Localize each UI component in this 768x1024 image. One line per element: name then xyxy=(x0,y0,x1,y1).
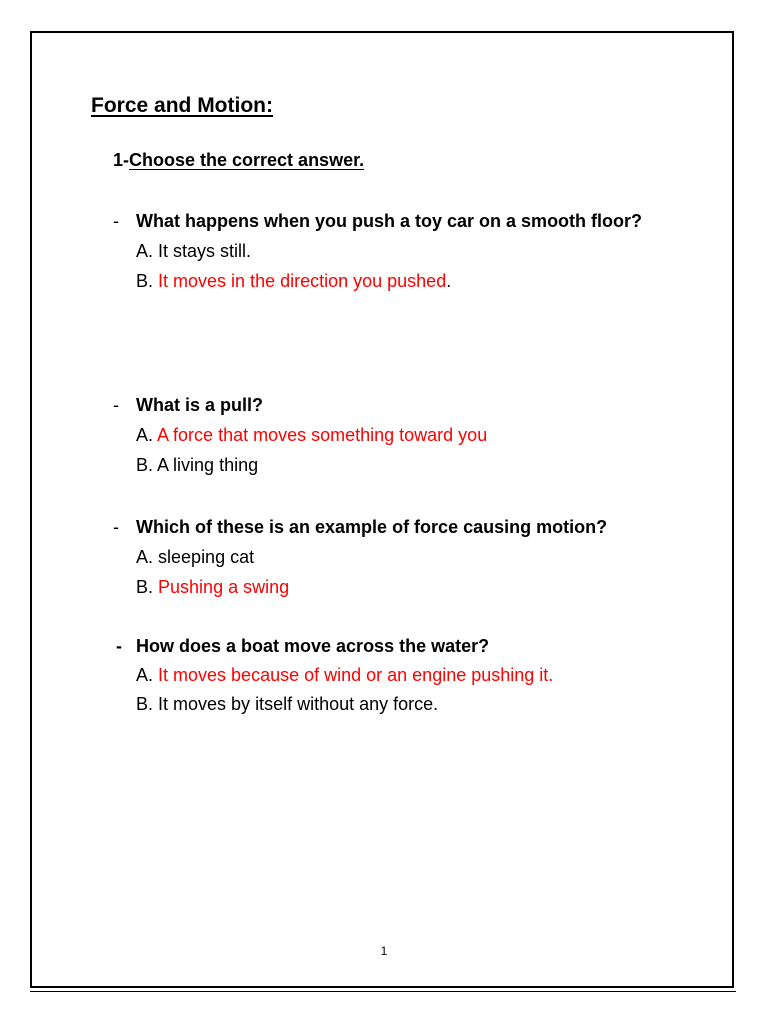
option-b xyxy=(113,572,673,602)
section-number: 1- xyxy=(113,150,130,170)
section-instruction xyxy=(113,150,364,171)
question-2 xyxy=(113,390,673,480)
document-title: Force and Motion: xyxy=(91,94,273,117)
option-a xyxy=(113,236,673,266)
page-border xyxy=(30,31,734,988)
option-a xyxy=(116,661,676,690)
question-1 xyxy=(113,206,673,296)
option-text: It stays still. xyxy=(158,241,252,261)
question-text: What happens when you push a toy car on a smooth floor? xyxy=(136,211,643,231)
option-text: A living thing xyxy=(157,455,259,475)
bullet-dash: - xyxy=(113,211,119,231)
option-letter: A. xyxy=(136,425,154,445)
option-b xyxy=(113,266,673,296)
bullet-dash: - xyxy=(113,517,119,537)
option-letter: B. xyxy=(136,271,154,291)
option-a xyxy=(113,542,673,572)
option-a xyxy=(113,420,673,450)
question-3 xyxy=(113,512,673,602)
option-letter: B. xyxy=(136,694,154,714)
option-letter: B. xyxy=(136,455,154,475)
question-text: Which of these is an example of force causing motion? xyxy=(136,517,608,537)
correct-answer-text: A force that moves something toward you xyxy=(157,425,488,445)
option-b xyxy=(113,450,673,480)
option-letter: A. xyxy=(136,547,154,567)
option-text: It moves by itself without any force. xyxy=(158,694,439,714)
correct-answer-text: Pushing a swing xyxy=(158,577,290,597)
page-number: 1 xyxy=(380,944,388,958)
bullet-dash: - xyxy=(116,636,122,656)
question-text: How does a boat move across the water? xyxy=(136,636,490,656)
option-letter: A. xyxy=(136,665,154,685)
question-text: What is a pull? xyxy=(136,395,264,415)
option-suffix: . xyxy=(446,271,452,291)
option-letter: A. xyxy=(136,241,154,261)
correct-answer-text: It moves because of wind or an engine pushing it. xyxy=(158,665,554,685)
question-4 xyxy=(116,632,676,719)
bullet-dash: - xyxy=(113,395,119,415)
instruction-text: Choose the correct answer. xyxy=(129,150,365,170)
correct-answer-text: It moves in the direction you pushed xyxy=(158,271,447,291)
option-text: sleeping cat xyxy=(158,547,255,567)
option-b xyxy=(116,690,676,719)
option-letter: B. xyxy=(136,577,154,597)
